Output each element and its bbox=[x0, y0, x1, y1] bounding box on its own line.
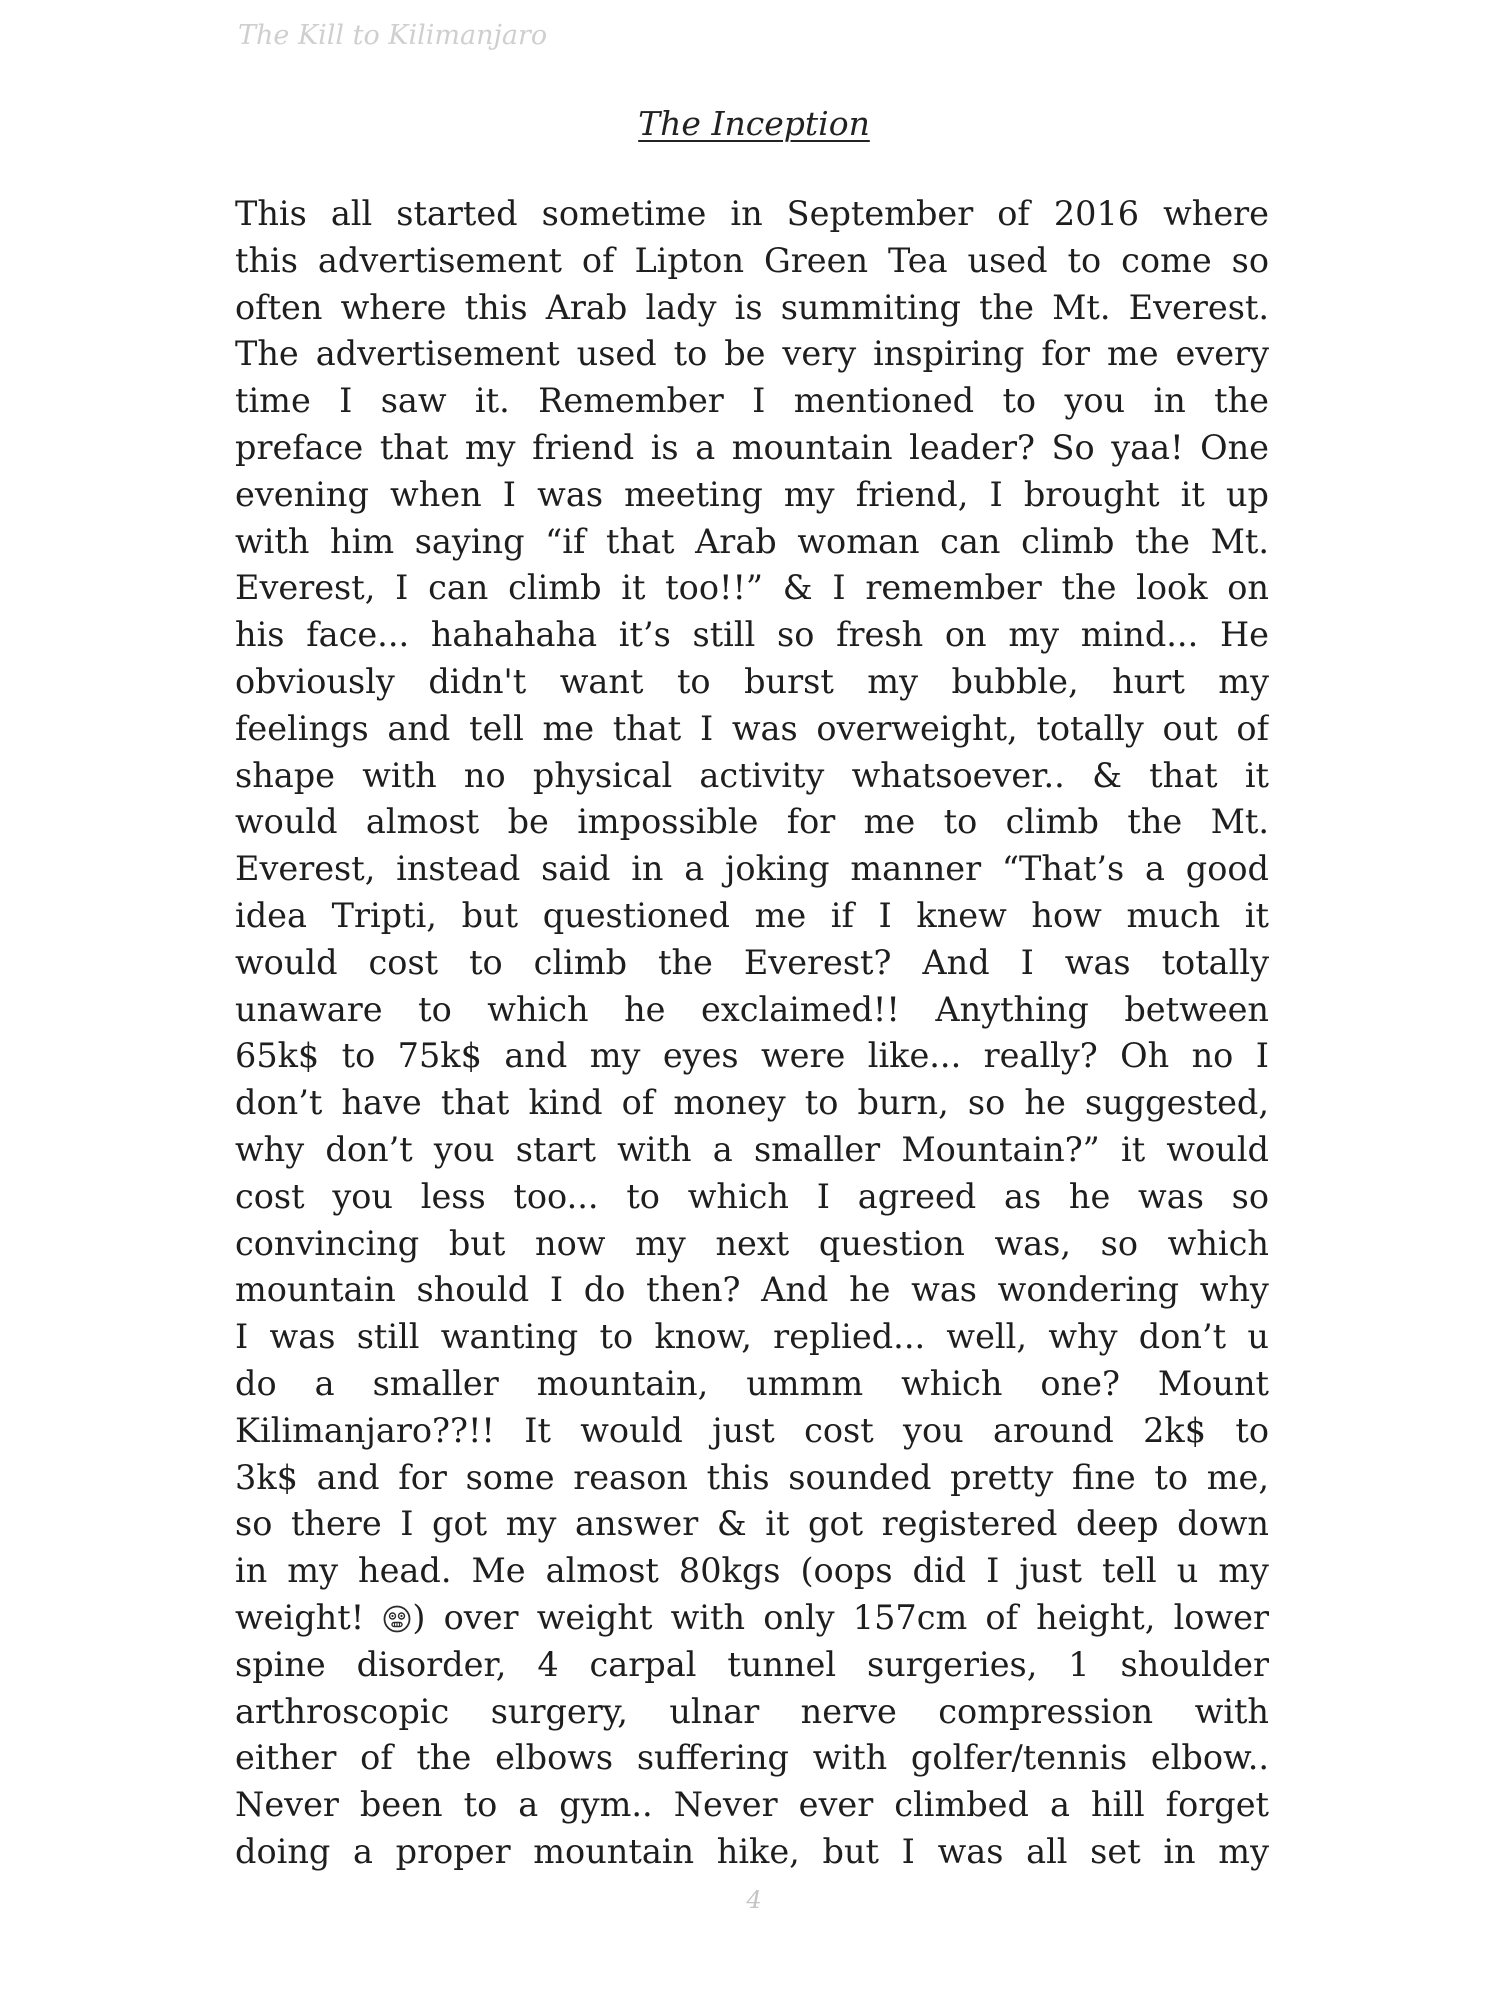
text-line: The advertisement used to be very inspiring for me every bbox=[235, 334, 1269, 374]
text-line: would almost be impossible for me to climb the Mt. bbox=[235, 802, 1269, 842]
chapter-title-text: The Inception bbox=[638, 104, 870, 143]
text-line: This all started sometime in September of 2016 where bbox=[235, 194, 1269, 233]
text-line: shape with no physical activity whatsoever.. & that it bbox=[235, 755, 1269, 795]
text-line: Kilimanjaro??!! It would just cost you around 2k$ to bbox=[235, 1410, 1269, 1450]
text-line: do a smaller mountain, ummm which one? Mount bbox=[235, 1363, 1269, 1403]
text-line: doing a proper mountain hike, but I was all set in my bbox=[235, 1831, 1269, 1871]
text-line: arthroscopic surgery, ulnar nerve compression with bbox=[235, 1691, 1269, 1731]
text-line: don’t have that kind of money to burn, so he suggested, bbox=[235, 1083, 1269, 1123]
body-paragraph bbox=[235, 191, 1269, 1876]
text-line: in my head. Me almost 80kgs (oops did I just tell u my bbox=[235, 1551, 1269, 1591]
text-line: 3k$ and for some reason this sounded pretty fine to me, bbox=[235, 1457, 1269, 1497]
text-line: feelings and tell me that I was overweight, totally out of bbox=[235, 708, 1269, 748]
text-line: convincing but now my next question was, so which bbox=[235, 1223, 1269, 1263]
text-segment: weight! bbox=[235, 1597, 365, 1637]
text-line: his face... hahahaha it’s still so fresh on my mind... He bbox=[235, 615, 1269, 655]
text-line: this advertisement of Lipton Green Tea used to come so bbox=[235, 240, 1269, 280]
text-line: 65k$ to 75k$ and my eyes were like... really? Oh no I bbox=[235, 1036, 1269, 1076]
flushed-face-icon bbox=[382, 1600, 412, 1630]
text-line: Everest, instead said in a joking manner “That’s a good bbox=[235, 849, 1269, 889]
text-line: evening when I was meeting my friend, I brought it up bbox=[235, 474, 1269, 514]
text-line: why don’t you start with a smaller Mountain?” it would bbox=[235, 1129, 1269, 1169]
text-line: obviously didn't want to burst my bubble, hurt my bbox=[235, 661, 1269, 701]
text-line: often where this Arab lady is summiting the Mt. Everest. bbox=[235, 287, 1269, 327]
text-line: unaware to which he exclaimed!! Anything between bbox=[235, 989, 1269, 1029]
text-line: either of the elbows suffering with golfer/tennis elbow.. bbox=[235, 1738, 1269, 1778]
page-number: 4 bbox=[746, 1886, 762, 1914]
text-line: so there I got my answer & it got registered deep down bbox=[235, 1504, 1269, 1544]
text-line: spine disorder, 4 carpal tunnel surgeries, 1 shoulder bbox=[235, 1644, 1269, 1684]
text-line: I was still wanting to know, replied... well, why don’t u bbox=[235, 1317, 1269, 1357]
text-line: Never been to a gym.. Never ever climbed a hill forget bbox=[235, 1785, 1269, 1825]
text-line: with him saying “if that Arab woman can climb the Mt. bbox=[235, 521, 1269, 561]
text-line: idea Tripti, but questioned me if I knew how much it bbox=[235, 895, 1269, 935]
text-line: cost you less too... to which I agreed as he was so bbox=[235, 1176, 1269, 1216]
text-line-with-emoji bbox=[235, 1595, 1269, 1642]
text-line: preface that my friend is a mountain leader? So yaa! One bbox=[235, 427, 1269, 467]
text-line: Everest, I can climb it too!!” & I remember the look on bbox=[235, 568, 1269, 608]
text-segment: ) over weight with only 157cm of height, lower bbox=[412, 1597, 1269, 1637]
chapter-title bbox=[0, 104, 1500, 143]
text-line: mountain should I do then? And he was wondering why bbox=[235, 1270, 1269, 1310]
text-line: time I saw it. Remember I mentioned to you in the bbox=[235, 381, 1269, 421]
running-header-title: The Kill to Kilimanjaro bbox=[238, 20, 548, 51]
text-line: would cost to climb the Everest? And I was totally bbox=[235, 942, 1269, 982]
